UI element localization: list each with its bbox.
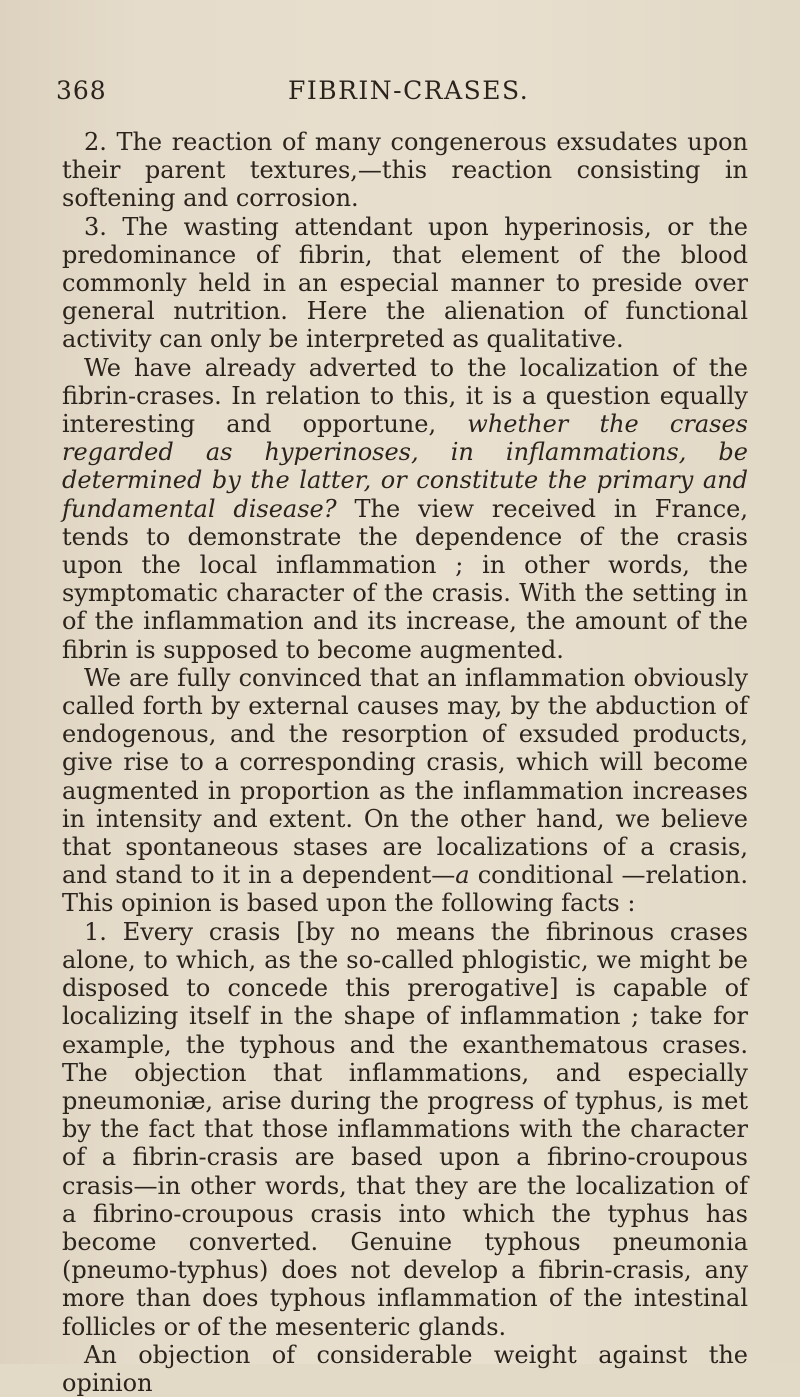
body-text <box>62 128 748 1397</box>
paragraph-conviction-emphasis: a <box>455 861 470 890</box>
paragraph-fact-one: 1. Every crasis [by no means the fibrinous crases alone, to which, as the so-called phlogistic, we might be disposed to concede this prerogative] is capable of localizing itself in the shape of inflammation ; take for example, the typhous and the exanthematous crases. The objection that inflammations, and especially pneumoniæ, arise during the progress of typhus, is met by the fact that those inflammations with the character of a fibrin-crasis are based upon a fibrino-croupous crasis—in other words, that they are the localization of a fibrino-croupous crasis into which the typhus has become converted. Genuine typhous pneumonia (pneumo-typhus) does not develop a fibrin-crasis, any more than does typhous inflammation of the intestinal follicles or of the mesenteric glands. <box>62 917 748 1341</box>
paragraph-localization-text-a: We have already adverted to the localization of the fibrin-crases. In relation to this, it is a question equally interesting and opportune, <box>62 353 748 439</box>
paragraph-objection: An objection of considerable weight against the opinion <box>62 1340 748 1397</box>
paragraph-reaction-of-exsudates: 2. The reaction of many congenerous exsudates upon their parent textures,—this reaction consisting in softening and corrosion. <box>62 128 748 213</box>
running-head <box>56 76 746 108</box>
paragraph-localization-text-b: The view received in France, tends to demonstrate the dependence of the crasis upon the local inflammation ; in other words, the symptomatic character of the crasis. With the setting in of the inflammation and its increase, the amount of the fibrin is supposed to become augmented. <box>62 494 748 664</box>
paragraph-conviction-text-b: conditional —relation. This opinion is based upon the following facts : <box>62 861 748 918</box>
running-title: FIBRIN-CRASES. <box>288 76 530 105</box>
paragraph-localization-question: whether the crases regarded as hyperinoses, in inflammations, be determined by the latter, or constitute the primary and fundamental disease? <box>62 410 748 523</box>
paragraph-localization-of-crases <box>62 354 748 664</box>
paragraph-conviction-text-a: We are fully convinced that an inflammation obviously called forth by external causes may, by the abduction of endogenous, and the resorption of exsuded products, give rise to a corresponding crasis, which will become augmented in proportion as the inflammation increases in intensity and extent. On the other hand, we believe that spontaneous stases are localizations of a crasis, and stand to it in a dependent— <box>62 663 748 890</box>
page-number: 368 <box>56 76 107 105</box>
paragraph-inflammation-conviction <box>62 664 748 918</box>
paragraph-wasting-hyperinosis: 3. The wasting attendant upon hyperinosis, or the predominance of fibrin, that element of the blood commonly held in an especial manner to preside over general nutrition. Here the alienation of functional activity can only be interpreted as qualitative. <box>62 212 748 354</box>
